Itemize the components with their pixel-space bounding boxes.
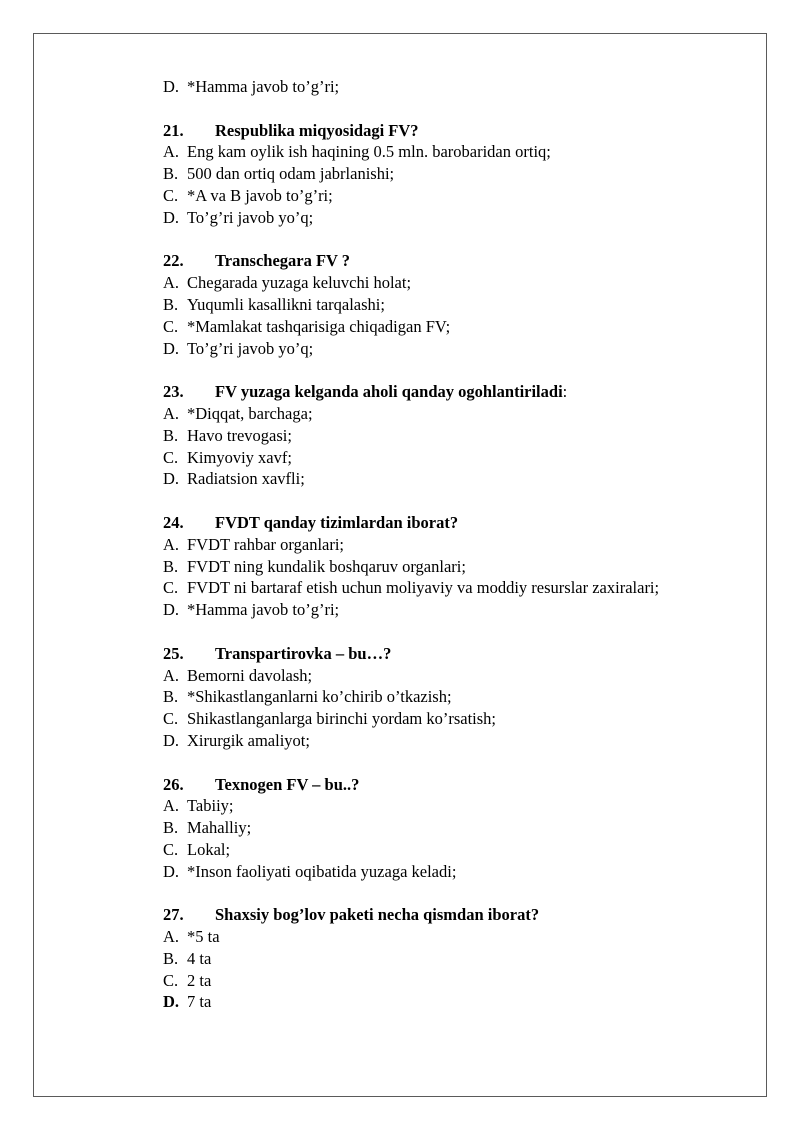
answer-option [163, 534, 753, 556]
option-text: Lokal; [187, 839, 231, 859]
question-title: Shaxsiy bog’lov paketi necha qismdan iborat? [215, 905, 540, 925]
option-letter: B. [163, 164, 179, 184]
lead-answer-line [163, 76, 753, 98]
option-text: FVDT ning kundalik boshqaruv organlari; [187, 556, 466, 576]
question-heading [163, 120, 753, 142]
question-block [163, 774, 753, 883]
option-text: Radiatsion xavfli; [187, 469, 305, 489]
option-text: 500 dan ortiq odam jabrlanishi; [187, 164, 395, 184]
option-letter: C. [163, 970, 179, 990]
option-text: Bemorni davolash; [187, 665, 313, 685]
option-letter: D. [163, 207, 180, 227]
option-text: FVDT rahbar organlari; [187, 534, 345, 554]
answer-option [163, 556, 753, 578]
option-text: 7 ta [187, 992, 212, 1012]
answer-option [163, 447, 753, 469]
option-text: *Shikastlanganlarni ko’chirib o’tkazish; [187, 687, 452, 707]
option-letter: D. [163, 338, 180, 358]
answer-option [163, 185, 753, 207]
option-letter: D. [163, 992, 180, 1012]
option-text: *Mamlakat tashqarisiga chiqadigan FV; [187, 316, 451, 336]
answer-option [163, 991, 753, 1013]
answer-option [163, 861, 753, 883]
option-text: *5 ta [187, 927, 220, 947]
option-text: 4 ta [187, 948, 212, 968]
question-block [163, 381, 753, 490]
answer-option [163, 795, 753, 817]
option-letter: D. [163, 77, 180, 96]
question-title: FVDT qanday tizimlardan iborat? [215, 512, 459, 532]
question-number: 27. [163, 905, 184, 925]
spacer [163, 490, 753, 512]
option-letter: B. [163, 818, 179, 838]
option-text: Yuqumli kasallikni tarqalashi; [187, 294, 385, 314]
option-text: *Hamma javob to’g’ri; [187, 77, 340, 96]
answer-option [163, 970, 753, 992]
question-heading [163, 250, 753, 272]
question-heading [163, 904, 753, 926]
option-text: *Diqqat, barchaga; [187, 403, 313, 423]
question-block [163, 904, 753, 1013]
question-title: Respublika miqyosidagi FV? [215, 120, 419, 140]
spacer [163, 98, 753, 120]
option-text: Kimyoviy xavf; [187, 447, 292, 467]
question-heading [163, 381, 753, 403]
option-text: Eng kam oylik ish haqining 0.5 mln. barobaridan ortiq; [187, 142, 551, 162]
spacer [163, 752, 753, 774]
question-block [163, 250, 753, 359]
option-letter: C. [163, 447, 179, 467]
option-letter: C. [163, 839, 179, 859]
answer-option [163, 839, 753, 861]
option-letter: D. [163, 730, 180, 750]
spacer [163, 229, 753, 251]
answer-option [163, 163, 753, 185]
answer-option [163, 207, 753, 229]
option-text: Shikastlanganlarga birinchi yordam ko’rsatish; [187, 709, 497, 729]
question-list [163, 98, 753, 1013]
answer-option [163, 272, 753, 294]
option-letter: D. [163, 861, 180, 881]
spacer [163, 882, 753, 904]
question-number: 22. [163, 251, 184, 271]
option-letter: D. [163, 469, 180, 489]
question-number: 21. [163, 120, 184, 140]
option-text: Chegarada yuzaga keluvchi holat; [187, 273, 412, 293]
question-block [163, 120, 753, 229]
option-text: Xirurgik amaliyot; [187, 730, 310, 750]
option-text: *Hamma javob to’g’ri; [187, 600, 340, 620]
option-text: *Inson faoliyati oqibatida yuzaga keladi; [187, 861, 457, 881]
question-heading [163, 512, 753, 534]
option-letter: C. [163, 185, 179, 205]
document-body [163, 76, 753, 1013]
question-title: FV yuzaga kelganda aholi qanday ogohlantiriladi [215, 382, 563, 402]
option-letter: A. [163, 534, 180, 554]
answer-option [163, 708, 753, 730]
option-text: 2 ta [187, 970, 212, 990]
question-number: 24. [163, 512, 184, 532]
spacer [163, 621, 753, 643]
option-text: Havo trevogasi; [187, 425, 292, 445]
option-text: To’g’ri javob yo’q; [187, 338, 314, 358]
answer-option [163, 599, 753, 621]
option-letter: C. [163, 578, 179, 598]
spacer [163, 359, 753, 381]
answer-option [163, 577, 753, 599]
option-text: FVDT ni bartaraf etish uchun moliyaviy va moddiy resurslar zaxiralari; [187, 578, 660, 598]
answer-option [163, 403, 753, 425]
answer-option [163, 338, 753, 360]
answer-option [163, 730, 753, 752]
option-letter: A. [163, 142, 180, 162]
answer-option [163, 686, 753, 708]
question-heading [163, 774, 753, 796]
answer-option [163, 294, 753, 316]
question-title: Texnogen FV – bu..? [215, 774, 360, 794]
option-text: Mahalliy; [187, 818, 252, 838]
option-letter: C. [163, 709, 179, 729]
option-letter: C. [163, 316, 179, 336]
question-title-suffix: : [562, 382, 568, 402]
answer-option [163, 425, 753, 447]
option-letter: A. [163, 927, 180, 947]
option-letter: D. [163, 600, 180, 620]
answer-option [163, 926, 753, 948]
option-letter: A. [163, 403, 180, 423]
answer-option [163, 817, 753, 839]
option-letter: B. [163, 687, 179, 707]
option-letter: B. [163, 294, 179, 314]
option-letter: B. [163, 948, 179, 968]
question-block [163, 643, 753, 752]
question-heading [163, 643, 753, 665]
question-title: Transchegara FV ? [215, 251, 351, 271]
question-block [163, 512, 753, 621]
option-text: To’g’ri javob yo’q; [187, 207, 314, 227]
option-letter: A. [163, 665, 180, 685]
option-text: Tabiiy; [187, 796, 234, 816]
answer-option [163, 665, 753, 687]
option-text: *A va B javob to’g’ri; [187, 185, 333, 205]
option-letter: A. [163, 273, 180, 293]
answer-option [163, 948, 753, 970]
question-number: 25. [163, 643, 184, 663]
question-number: 26. [163, 774, 184, 794]
question-title: Transpartirovka – bu…? [215, 643, 392, 663]
option-letter: B. [163, 556, 179, 576]
answer-option [163, 141, 753, 163]
answer-option [163, 468, 753, 490]
option-letter: B. [163, 425, 179, 445]
answer-option [163, 316, 753, 338]
option-letter: A. [163, 796, 180, 816]
question-number: 23. [163, 382, 184, 402]
